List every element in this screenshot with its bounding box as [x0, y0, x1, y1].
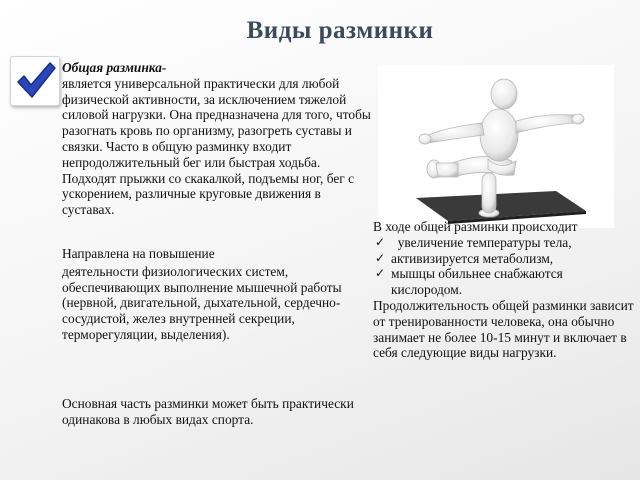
effect-item-1: увеличение температуры тела, [391, 234, 572, 250]
effect-item-3: мышцы обильнее снабжаются кислородом. [391, 266, 563, 298]
purpose-line-2: деятельности физиологических систем, обеспечивающих выполнение мышечной работы [62, 263, 342, 295]
checkmark-bullet-icon: ✓ [375, 266, 386, 281]
checkmark-bullet-icon: ✓ [375, 234, 386, 249]
checkmark-bullet-icon: ✓ [375, 250, 386, 265]
intro-term: Общая разминка- [62, 60, 167, 75]
effect-item-2: активизируется метаболизм, [391, 250, 554, 266]
purpose-line-1: Направлена на повышение [62, 246, 215, 261]
effects-column [373, 219, 635, 361]
list-item [373, 235, 635, 251]
checkmark-icon [10, 56, 60, 106]
list-item [373, 251, 635, 267]
slide-title: Виды разминки [246, 17, 434, 44]
duration-paragraph: Продолжительность общей разминки зависит от тренированности человека, она обычно занимает не более 10-15 минут и включает в себя следующие виды нагрузки. [373, 297, 634, 361]
purpose-line-3: (нервной, двигательной, дыхательной, сердечно-сосудистой, желез внутренней секреции, терморегуляции, выделения). [62, 295, 341, 342]
exercise-figure-svg [378, 65, 614, 228]
intro-paragraph [62, 60, 372, 218]
purpose-paragraph [62, 248, 362, 343]
effects-intro: В ходе общей разминки происходит [373, 219, 578, 234]
intro-text: является универсальной практически для любой физической активности, за исключением тяжелой силовой нагрузки. Она предназначена для того, чтобы разогнать кровь по организму, разогреть суставы и связки. Часто в общую разминку входит непродолжительный бег или быстрая ходьба. Подходят прыжки со скакалкой, подъемы ног, бег с ускорением, различные круговые движения в суставах. [62, 75, 371, 218]
list-item [373, 266, 635, 298]
checkmark-icon-svg [11, 57, 59, 105]
main-part-paragraph: Основная часть разминки может быть практически одинакова в любых видах спорта. [62, 396, 354, 427]
exercise-figure-illustration [378, 65, 614, 228]
effects-list [373, 235, 635, 298]
